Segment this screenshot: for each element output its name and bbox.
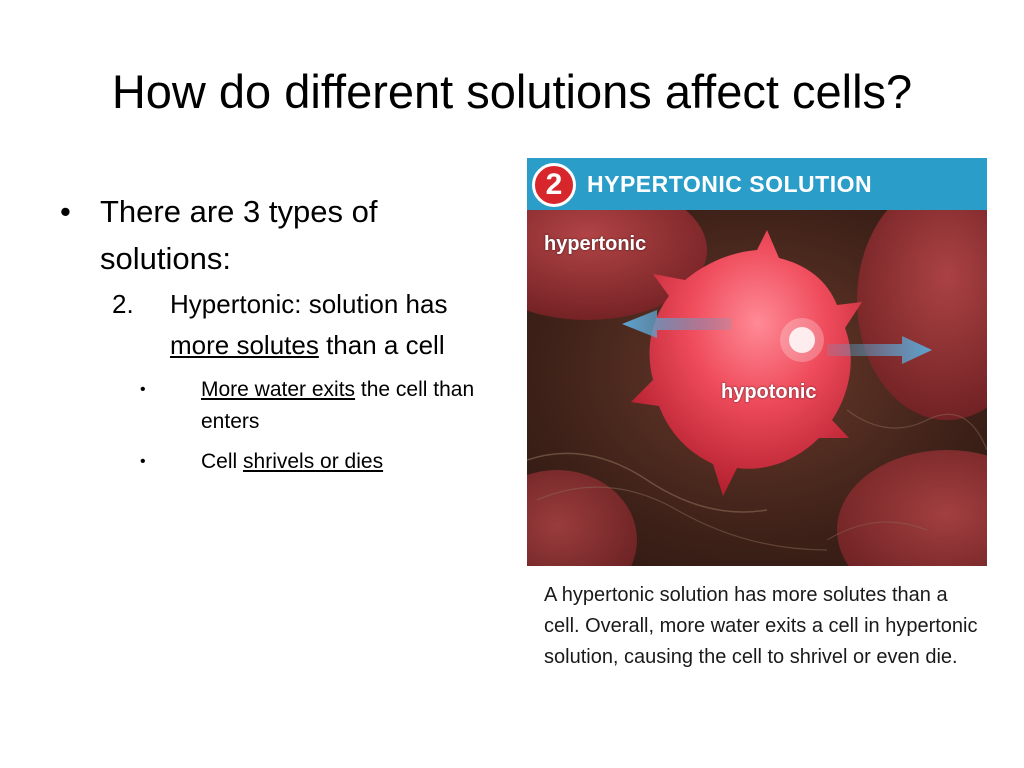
slide-title: How do different solutions affect cells? [111,65,913,118]
sub-bullet-shrivel [60,446,501,478]
sub-bullet-water [60,374,501,438]
bullet-level1 [60,188,510,282]
sub-bullet-water-underlined: More water exits [201,378,356,401]
figure-caption: A hypertonic solution has more solutes than a cell. Overall, more water exits a cell in hypertonic solution, causing the cell to shrivel or even die. [544,584,978,668]
bullet-marker: • [60,194,71,229]
sub-bullet-marker: • [140,381,146,398]
figure-number-badge: 2 [532,163,576,207]
sub-bullet-water-text: the cell than enters [201,378,475,433]
bullet-intro-text: There are 3 types of solutions: [100,194,378,276]
item-text-start: Hypertonic: solution has [170,289,448,319]
item-text-end: than a cell [318,330,445,360]
sub-bullet-shrivel-underlined: shrivels or dies [243,450,384,473]
label-hypotonic: hypotonic [721,381,817,403]
label-hypertonic: hypertonic [544,233,647,255]
sub-bullet-marker: • [140,453,146,470]
item-text-underlined: more solutes [170,330,319,360]
numbered-item [60,284,490,366]
bullet-list [60,188,510,478]
sub-bullet-shrivel-text: Cell [201,450,244,473]
figure-header [527,158,987,210]
figure-header-title: HYPERTONIC SOLUTION [587,171,873,197]
item-number: 2. [112,289,134,319]
hypertonic-figure [527,158,987,566]
